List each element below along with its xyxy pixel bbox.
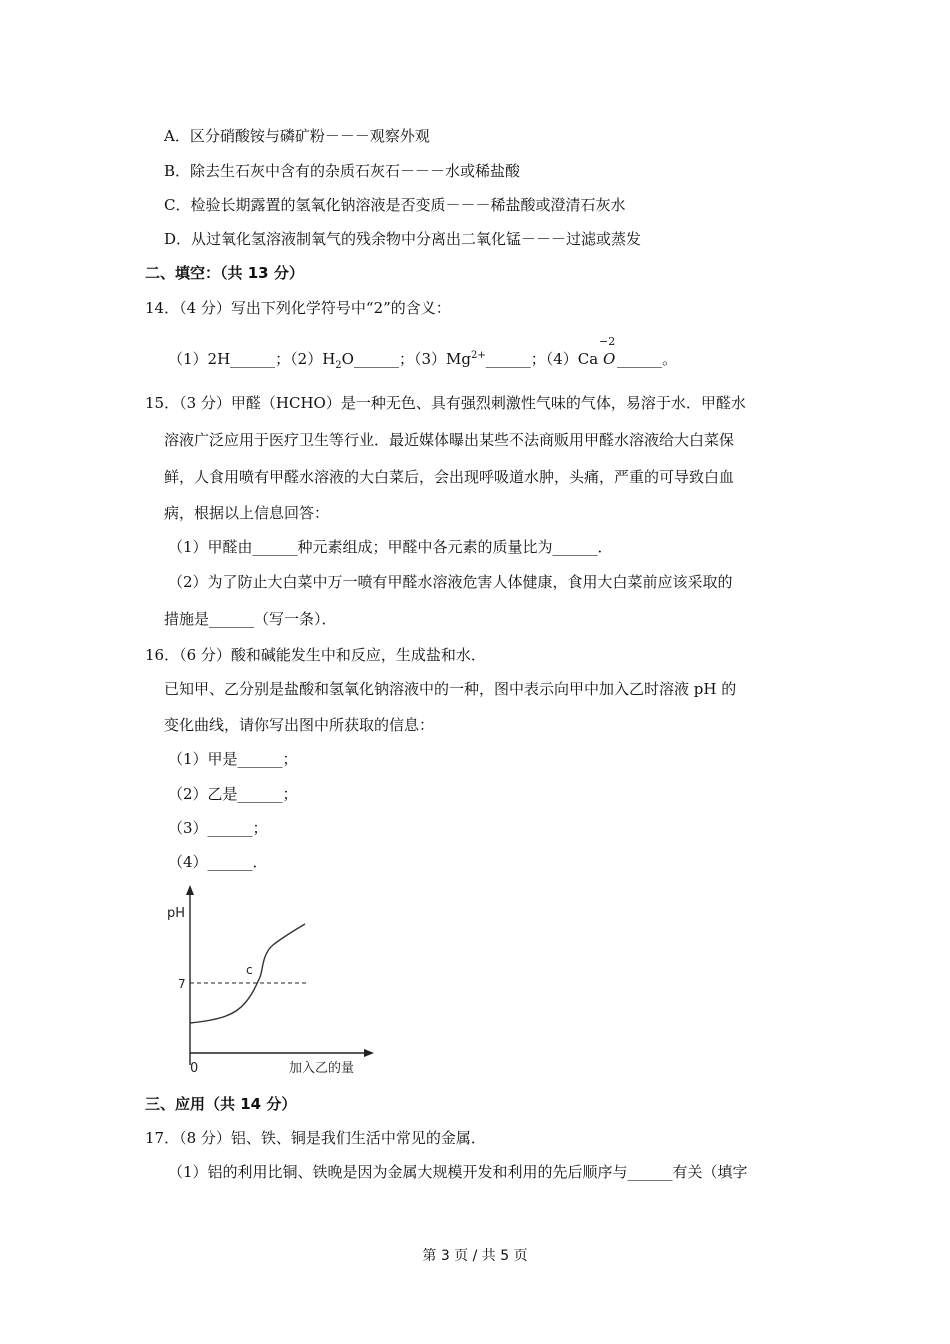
q16-sub-4: （4）______．	[168, 853, 268, 871]
point-c-label: c	[246, 963, 253, 977]
ph-7-label: 7	[178, 977, 186, 991]
q16-sub-2: （2）乙是______；	[168, 785, 298, 803]
q16-sub-1: （1）甲是______；	[168, 750, 298, 768]
y-axis-label: pH	[167, 906, 186, 921]
option-d: D．从过氧化氢溶液制氧气的残余物中分离出二氧化锰－－－过滤或蒸发	[164, 230, 642, 248]
q15-sub-2b: 措施是______（写一条）．	[164, 610, 337, 628]
q17-sub-1: （1）铝的利用比铜、铁晚是因为金属大规模开发和利用的先后顺序与______有关（填字	[168, 1163, 748, 1181]
q14-part-2-b: O______；	[341, 350, 414, 368]
origin-label: 0	[190, 1061, 199, 1076]
option-a: A．区分硝酸铵与磷矿粉－－－观察外观	[164, 127, 430, 145]
section-2-title: 二、填空：（共 13 分）	[145, 264, 304, 282]
q15-line-1: 15．（3 分）甲醛（HCHO）是一种无色、具有强烈刺激性气味的气体，易溶于水．甲醛水	[145, 394, 746, 412]
x-axis-arrow	[364, 1049, 374, 1057]
q14-stem: 14．（4 分）写出下列化学符号中“2”的含义：	[145, 299, 451, 317]
x-axis-label: 加入乙的量	[289, 1061, 355, 1076]
q15-sub-2a: （2）为了防止大白菜中万一喷有甲醛水溶液危害人体健康，食用大白菜前应该采取的	[168, 573, 733, 591]
q16-line-2: 变化曲线，请你写出图中所获取的信息：	[164, 716, 435, 734]
q14-part-3-b: ______；	[485, 350, 546, 368]
q15-line-2: 溶液广泛应用于医疗卫生等行业．最近媒体曝出某些不法商贩用甲醛水溶液给大白菜保	[164, 431, 735, 449]
q14-part-3-sup: 2+	[471, 350, 486, 361]
option-c: C．检验长期露置的氢氧化钠溶液是否变质－－－稀盐酸或澄清石灰水	[164, 196, 626, 214]
q14-part-1: （1）2H______；	[168, 350, 291, 368]
q17-stem: 17．（8 分）铝、铁、铜是我们生活中常见的金属．	[145, 1129, 486, 1147]
q14-oxygen-valence	[599, 335, 617, 369]
q14-part-4-b: ______。	[617, 350, 678, 368]
section-3-title: 三、应用（共 14 分）	[145, 1095, 297, 1113]
q16-line-1: 已知甲、乙分别是盐酸和氢氧化钠溶液中的一种，图中表示向甲中加入乙时溶液 pH 的	[164, 680, 737, 698]
q14-parts	[168, 335, 678, 376]
q14-valence-mark: −2	[599, 335, 616, 348]
q14-part-2-sub: 2	[335, 360, 342, 371]
q14-part-2-a: （2）H	[290, 350, 336, 368]
q15-line-4: 病，根据以上信息回答：	[164, 504, 330, 522]
q16-stem: 16．（6 分）酸和碱能发生中和反应，生成盐和水．	[145, 646, 486, 664]
q15-line-3: 鲜，人食用喷有甲醛水溶液的大白菜后，会出现呼吸道水肿，头痛，严重的可导致白血	[164, 468, 735, 486]
option-b: B．除去生石灰中含有的杂质石灰石－－－水或稀盐酸	[164, 162, 521, 180]
q14-part-4-a: （4）Ca	[545, 350, 599, 368]
q15-sub-1: （1）甲醛由______种元素组成；甲醛中各元素的质量比为______．	[168, 538, 613, 556]
q14-part-3-a: （3）Mg	[413, 350, 471, 368]
ph-curve-figure	[150, 880, 390, 1080]
q16-sub-3: （3）______；	[168, 819, 268, 837]
page-footer: 第 3 页 / 共 5 页	[422, 1248, 528, 1264]
q14-oxygen: O	[603, 350, 616, 368]
y-axis-arrow	[186, 885, 194, 895]
